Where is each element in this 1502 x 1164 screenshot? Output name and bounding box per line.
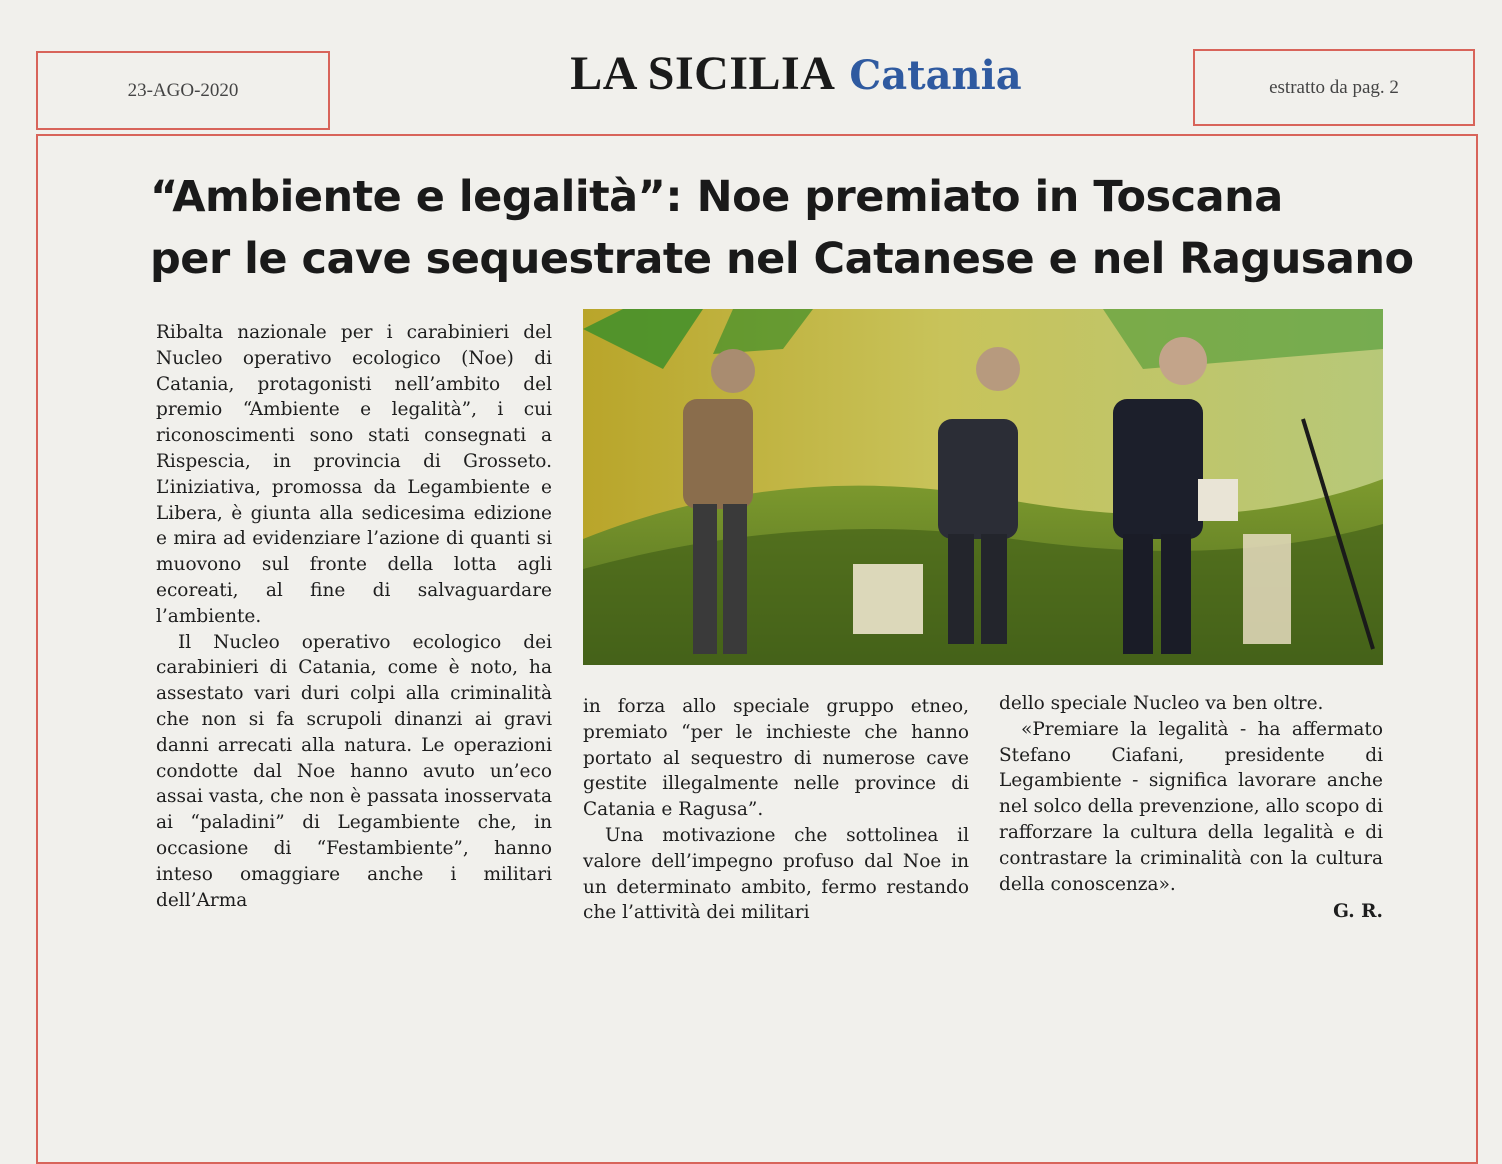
- masthead-edition: Catania: [849, 52, 1022, 99]
- page-reference: estratto da pag. 2: [1269, 76, 1399, 98]
- author-initials: G. R.: [1333, 901, 1383, 923]
- issue-date: 23-AGO-2020: [127, 79, 239, 101]
- page-reference-box: [1193, 49, 1475, 126]
- paragraph-2: Il Nucleo operativo ecologico dei carabinieri di Catania, come è noto, ha assestato vari duri colpi alla criminalità che non si fa scrupoli dinanzi ai gravi danni arrecati alla natura. Le operazioni condotte dal Noe hanno avuto un’eco assai vasta, che non è passata inosservata ai “paladini” di Legambiente che, in occasione di “Festambiente”, hanno inteso omaggiare anche i militari dell’Arma: [156, 631, 552, 911]
- headline-line-1: “Ambiente e legalità”: Noe premiato in Toscana: [150, 172, 1283, 222]
- masthead: [516, 46, 1076, 106]
- article-column-1: [156, 320, 552, 913]
- paragraph-1: Ribalta nazionale per i carabinieri del Nucleo operativo ecologico (Noe) di Catania, protagonisti nell’ambito del premio “Ambiente e legalità”, i cui riconoscimenti sono stati consegnati a Rispescia, in provincia di Grosseto. L’iniziativa, promossa da Legambiente e Libera, è giunta alla sedicesima edizione e mira ad evidenziare l’azione di quanti si muovono sul fronte della lotta agli ecoreati, al fine di salvaguardare l’ambiente.: [156, 322, 552, 627]
- paragraph-5: dello speciale Nucleo va ben oltre.: [999, 693, 1324, 714]
- paragraph-3: in forza allo speciale gruppo etneo, premiato “per le inchieste che hanno portato al sequestro di numerose cave gestite illegalmente nelle province di Catania e Ragusa”.: [583, 696, 969, 821]
- article-column-3: [999, 691, 1383, 925]
- award-ceremony-photo: [583, 309, 1383, 665]
- article-headline: [150, 166, 1414, 290]
- paragraph-6: «Premiare la legalità - ha affermato Stefano Ciafani, presidente di Legambiente - significa lavorare anche nel solco della prevenzione, allo scopo di rafforzare la cultura della legalità e di contrastare la criminalità con la cultura della conoscenza».: [999, 718, 1383, 895]
- masthead-title: LA SICILIA: [570, 47, 836, 100]
- paragraph-4: Una motivazione che sottolinea il valore dell’impegno profuso dal Noe in un determinato ambito, fermo restando che l’attività dei militari: [583, 824, 969, 924]
- article-column-2: [583, 694, 969, 926]
- headline-line-2: per le cave sequestrate nel Catanese e nel Ragusano: [150, 234, 1414, 284]
- date-box: [36, 51, 330, 130]
